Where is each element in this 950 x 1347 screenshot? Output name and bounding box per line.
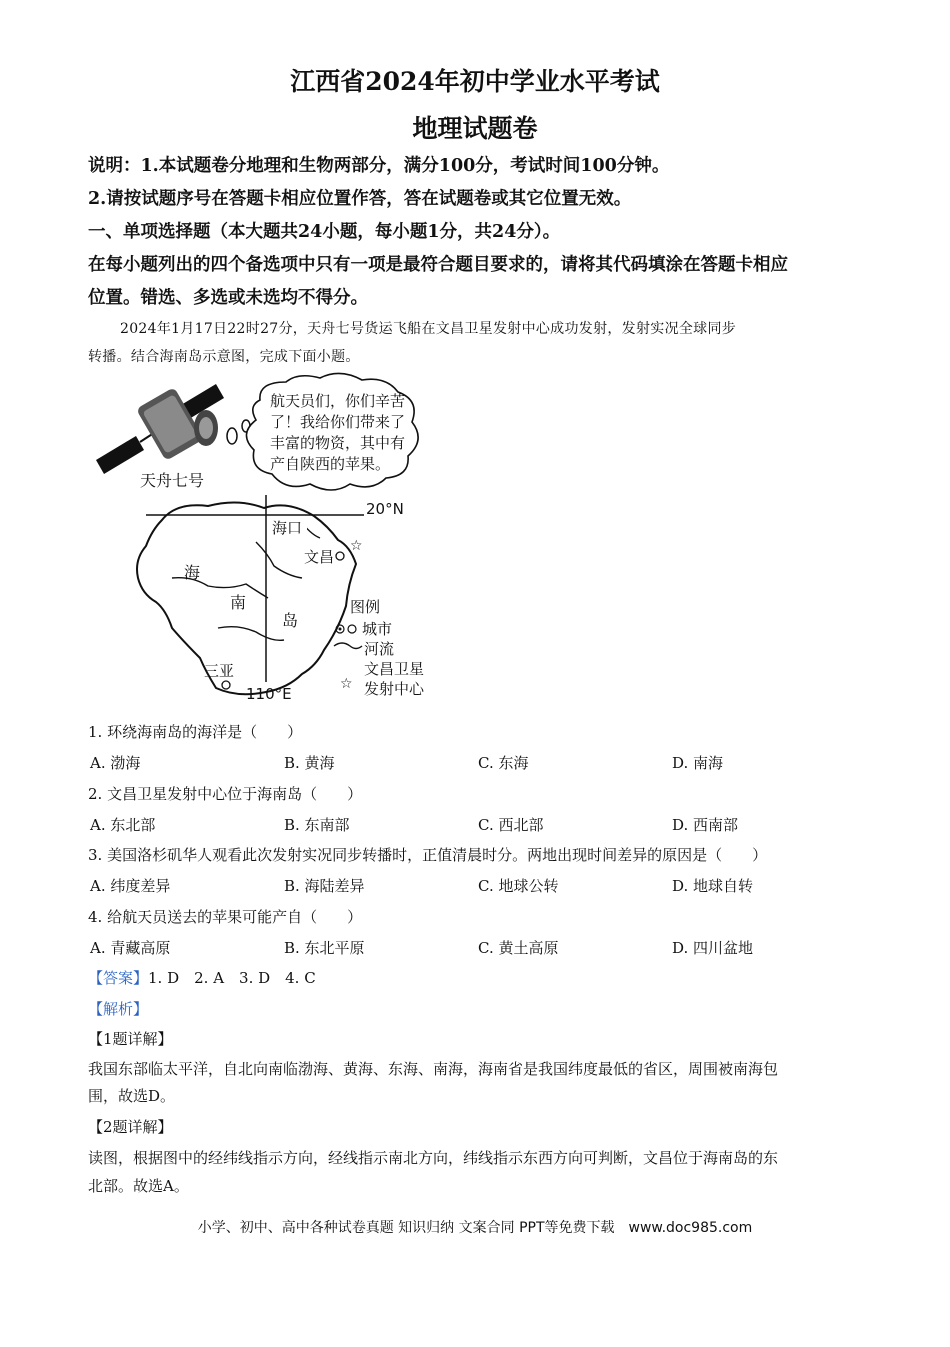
island-char-3: 岛	[282, 611, 299, 630]
q4-option-d: D. 四川盆地	[672, 939, 754, 957]
q4-option-b: B. 东北平原	[284, 939, 365, 957]
hainan-island-figure	[88, 370, 448, 710]
bubble-line-4: 产自陕西的苹果。	[270, 455, 391, 473]
instruction-line-1: 说明：1.本试题卷分地理和生物两部分，满分100分，考试时间100分钟。	[88, 156, 670, 176]
q2-detail-line-2: 北部。故选A。	[88, 1177, 189, 1195]
analysis-label: 【解析】	[88, 1000, 149, 1018]
city-label-haikou: 海口	[272, 519, 303, 537]
page-footer: 小学、初中、高中各种试卷真题 知识归纳 文案合同 PPT等免费下载 www.doc985.com	[197, 1220, 753, 1236]
river-2	[256, 542, 302, 578]
wenchang-marker	[336, 552, 344, 560]
intro-line-1: 2024年1月17日22时27分，天舟七号货运飞船在文昌卫星发射中心成功发射，发射实况全球同步	[120, 321, 737, 337]
answer-text: 1. D 2. A 3. D 4. C	[148, 969, 316, 987]
legend-launch-2: 发射中心	[364, 680, 425, 698]
q1-detail-line-2: 围，故选D。	[88, 1087, 176, 1105]
q1-option-b: B. 黄海	[284, 754, 335, 772]
bubble-line-2: 了！我给你们带来了	[270, 413, 406, 431]
sanya-marker	[222, 681, 230, 689]
city-label-wenchang: 文昌	[304, 548, 335, 566]
legend-city: 城市	[362, 620, 393, 638]
q1-detail-line-1: 我国东部临太平洋，自北向南临渤海、黄海、东海、南海，海南省是我国纬度最低的省区，周围被南海包	[88, 1060, 779, 1078]
intro-line-2: 转播。结合海南岛示意图，完成下面小题。	[88, 349, 360, 365]
longitude-label: 110°E	[246, 685, 292, 703]
q2-option-c: C. 西北部	[478, 816, 544, 834]
bubble-line-3: 丰富的物资，其中有	[270, 434, 406, 452]
rule-line-2: 位置。错选、多选或未选均不得分。	[88, 288, 368, 308]
section-heading: 一、单项选择题（本大题共24小题，每小题1分，共24分）。	[88, 222, 561, 242]
q2-option-d: D. 西南部	[672, 816, 739, 834]
exam-title: 江西省2024年初中学业水平考试	[290, 67, 660, 96]
spacecraft-illustration	[96, 384, 224, 474]
q1-detail-heading: 【1题详解】	[88, 1030, 173, 1048]
q1-option-a: A. 渤海	[90, 754, 141, 772]
q3-option-b: B. 海陆差异	[284, 877, 365, 895]
river-3	[218, 627, 284, 641]
launch-star-icon: ☆	[350, 538, 363, 554]
q1-option-d: D. 南海	[672, 754, 724, 772]
answer-line	[88, 967, 316, 988]
q2-detail-line-1: 读图，根据图中的经纬线指示方向，经线指示南北方向，纬线指示东西方向可判断，文昌位于海南岛的东	[88, 1149, 779, 1167]
city-label-sanya: 三亚	[204, 662, 235, 680]
q4-option-c: C. 黄土高原	[478, 939, 559, 957]
exam-subtitle: 地理试题卷	[412, 114, 538, 143]
q2-option-b: B. 东南部	[284, 816, 350, 834]
rule-line-1: 在每小题列出的四个备选项中只有一项是最符合题目要求的，请将其代码填涂在答题卡相应	[88, 255, 788, 275]
answer-label: 【答案】	[88, 969, 149, 987]
legend-launch-1: 文昌卫星	[364, 660, 425, 678]
instruction-line-2: 2.请按试题序号在答题卡相应位置作答，答在试题卷或其它位置无效。	[88, 189, 632, 209]
latitude-label: 20°N	[366, 500, 404, 518]
spacecraft-label: 天舟七号	[140, 471, 205, 490]
q2-detail-heading: 【2题详解】	[88, 1118, 173, 1136]
legend-title: 图例	[350, 598, 381, 616]
island-outline	[137, 502, 356, 694]
question-4-stem: 4. 给航天员送去的苹果可能产自（ ）	[88, 908, 363, 926]
question-2-stem: 2. 文昌卫星发射中心位于海南岛（ ）	[88, 785, 363, 803]
q2-option-a: A. 东北部	[90, 816, 156, 834]
q3-option-a: A. 纬度差异	[90, 877, 171, 895]
question-3-stem: 3. 美国洛杉矶华人观看此次发射实况同步转播时，正值清晨时分。两地出现时间差异的原因是（ ）	[88, 846, 768, 864]
q3-option-c: C. 地球公转	[478, 877, 559, 895]
q3-option-d: D. 地球自转	[672, 877, 754, 895]
island-char-2: 南	[230, 593, 247, 612]
q4-option-a: A. 青藏高原	[90, 939, 171, 957]
legend-river: 河流	[364, 640, 395, 658]
question-1-stem: 1. 环绕海南岛的海洋是（ ）	[88, 723, 303, 741]
legend-river-icon	[334, 643, 362, 649]
legend-star-icon: ☆	[340, 676, 353, 692]
island-char-1: 海	[184, 563, 201, 582]
bubble-line-1: 航天员们，你们辛苦	[270, 392, 406, 410]
q1-option-c: C. 东海	[478, 754, 529, 772]
